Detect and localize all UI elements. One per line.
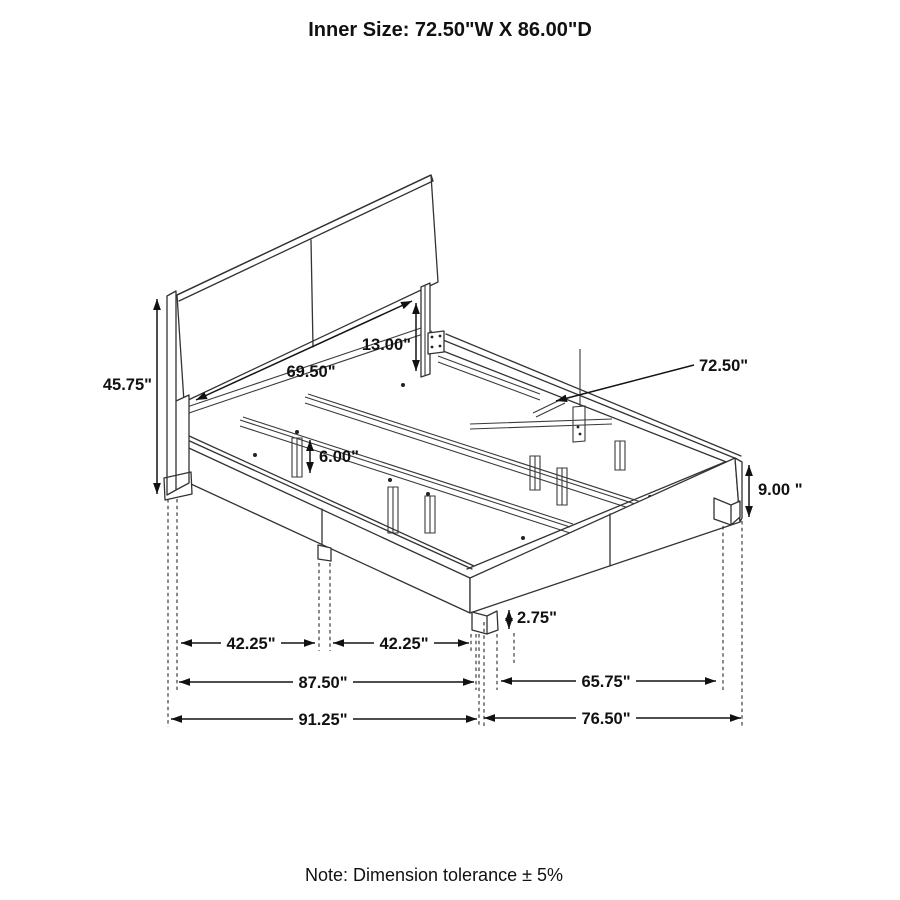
- tolerance-note: Note: Dimension tolerance ± 5%: [304, 865, 564, 885]
- bed-frame-drawing: [164, 175, 742, 634]
- right-side-rail: [438, 334, 741, 463]
- label-corner-leg: 2.75": [517, 609, 557, 627]
- dim-leader-inner-width: [556, 365, 694, 401]
- label-foot-span: 65.75": [581, 673, 631, 691]
- label-overall-width: 76.50": [581, 710, 631, 728]
- page-title: Inner Size: 72.50"W X 86.00"D: [308, 19, 592, 41]
- label-inner-width: 72.50": [699, 357, 749, 375]
- label-rail-total: 87.50": [298, 674, 348, 692]
- side-rail-face: [178, 443, 470, 613]
- label-overall-depth: 91.25": [298, 711, 348, 729]
- rail-bracket: [428, 331, 444, 354]
- label-rail-seg1: 42.25": [226, 635, 276, 653]
- center-cross-slat: [470, 349, 612, 442]
- label-slat-leg: 6.00": [319, 448, 359, 466]
- label-rail-seg2: 42.25": [379, 635, 429, 653]
- label-headboard-width: 69.50": [286, 363, 336, 381]
- foot-rail-face: [470, 458, 740, 613]
- label-panel-gap: 13.00": [361, 336, 411, 354]
- label-headboard-height: 45.75": [102, 376, 152, 394]
- label-rail-height: 9.00 ": [758, 481, 803, 499]
